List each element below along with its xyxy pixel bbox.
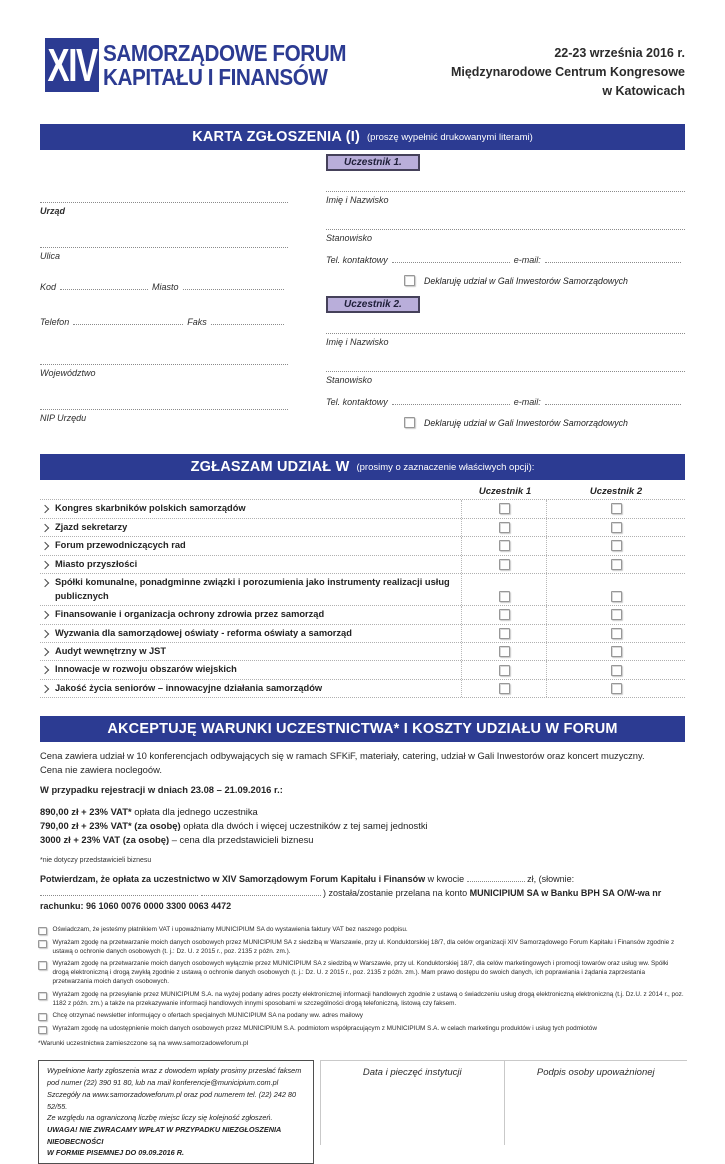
price-list <box>40 805 685 847</box>
option-label: Wyzwania dla samorządowej oświaty - reforma oświaty a samorząd <box>55 627 352 638</box>
event-venue: Międzynarodowe Centrum Kongresowe <box>450 64 685 79</box>
instruction-line: pod numer (22) 390 91 80, lub na mail konferencje@municipium.com.pl <box>47 1078 279 1088</box>
logo-line2: KAPITAŁU I FINANSÓW <box>103 64 328 90</box>
table-row <box>40 625 685 643</box>
option6-p2-checkbox[interactable] <box>611 609 622 620</box>
header <box>0 0 725 100</box>
list-item <box>38 939 685 957</box>
option-label: Spółki komunalne, ponadgminne związki i porozumienia jako instrumenty realizacji usług publicznych <box>55 577 450 601</box>
option1-p1-checkbox[interactable] <box>499 503 510 514</box>
price-line <box>40 819 685 833</box>
arrow-bullet-icon <box>41 611 49 619</box>
participant1-position-label: Stanowisko <box>326 233 373 244</box>
list-item <box>38 991 685 1009</box>
participant1-gala-row <box>404 275 685 286</box>
participant2-position-input-line[interactable] <box>326 361 685 372</box>
price-line <box>40 833 685 847</box>
logo-xiv-icon <box>45 38 99 92</box>
option2-p1-checkbox[interactable] <box>499 522 510 533</box>
list-item <box>38 1012 685 1022</box>
section1-subtitle: (proszę wypełnić drukowanymi literami) <box>367 131 533 143</box>
participant1-phone-input-line[interactable] <box>392 262 510 263</box>
option-label: Miasto przyszłości <box>55 558 138 569</box>
confirmation-bold-text: Potwierdzam, że opłata za uczestnictwo w XIV Samorządowym Forum Kapitału i Finansów <box>40 874 426 885</box>
bank-account-text: MUNICIPIUM SA w Banku BPH SA O/W-wa nr rachunku: 96 1060 0076 0000 3300 0063 4472 <box>40 887 662 912</box>
participant2-email-input-line[interactable] <box>545 404 681 405</box>
confirmation-text: ) została/zostanie przelana na konto <box>323 887 468 898</box>
price-amount: 3000 zł + 23% VAT (za osobę) <box>40 834 170 846</box>
option6-p1-checkbox[interactable] <box>499 609 510 620</box>
participant1-name-label: Imię i Nazwisko <box>326 195 389 206</box>
applicant-section <box>0 150 725 444</box>
arrow-bullet-icon <box>41 666 49 674</box>
option-label: Innowacje w rozwoju obszarów wiejskich <box>55 664 237 675</box>
organization-column <box>40 150 288 444</box>
option3-p1-checkbox[interactable] <box>499 540 510 551</box>
nip-input-line[interactable] <box>40 399 288 410</box>
option9-p1-checkbox[interactable] <box>499 665 510 676</box>
price-intro-line1: Cena zawiera udział w 10 konferencjach odbywających się w ramach SFKiF, materiały, catering, udział w Gali Inwestorów oraz koncert muzyczny. <box>40 750 645 762</box>
arrow-bullet-icon <box>41 685 49 693</box>
option5-p2-checkbox[interactable] <box>611 591 622 602</box>
submission-instructions-box <box>38 1060 314 1163</box>
consent2-checkbox[interactable] <box>38 940 47 949</box>
price-footnote: *nie dotyczy przedstawicieli biznesu <box>40 857 152 865</box>
table-row <box>40 661 685 679</box>
table-row <box>40 556 685 574</box>
price-desc: opłata dla dwóch i więcej uczestników z tej samej jednostki <box>180 819 428 831</box>
confirmation-text: zł, (słownie: <box>527 874 575 885</box>
participant2-badge: Uczestnik 2. <box>326 296 420 313</box>
arrow-bullet-icon <box>41 560 49 568</box>
participant2-contact-row <box>326 397 685 407</box>
footer <box>38 1060 687 1163</box>
participant1-gala-checkbox[interactable] <box>404 275 415 286</box>
event-city: w Katowicach <box>602 83 685 98</box>
miasto-label: Miasto <box>152 282 179 293</box>
terms-note: *Warunki uczestnictwa zamieszczone są na www.samorzadoweforum.pl <box>38 1040 249 1048</box>
table-row <box>40 680 685 698</box>
participant2-position-label: Stanowisko <box>326 375 373 386</box>
participant2-name-input-line[interactable] <box>326 323 685 334</box>
arrow-bullet-icon <box>41 523 49 531</box>
wojewodztwo-input-line[interactable] <box>40 354 288 365</box>
option10-p2-checkbox[interactable] <box>611 683 622 694</box>
participant2-gala-label: Deklaruję udział w Gali Inwestorów Samorządowych <box>424 417 628 428</box>
price-desc: opłata dla jednego uczestnika <box>131 805 258 817</box>
arrow-bullet-icon <box>41 542 49 550</box>
table-row <box>40 519 685 537</box>
miasto-input-line[interactable] <box>183 289 284 290</box>
participant2-gala-checkbox[interactable] <box>404 417 415 428</box>
participant1-gala-label: Deklaruję udział w Gali Inwestorów Samorządowych <box>424 275 628 286</box>
price-amount: 890,00 zł + 23% VAT* <box>40 805 132 817</box>
participant1-phone-label: Tel. kontaktowy <box>326 255 388 266</box>
instruction-line: Ze względu na ograniczoną liczbę miejsc liczy się kolejność zgłoszeń. <box>47 1113 273 1123</box>
kod-input-line[interactable] <box>60 289 148 290</box>
signature-label: Podpis osoby upoważnionej <box>536 1067 655 1079</box>
event-date: 22-23 września 2016 r. <box>554 46 685 60</box>
date-stamp-field[interactable] <box>320 1061 504 1145</box>
confirmation-text: w kwocie <box>427 874 465 885</box>
option-label: Finansowanie i organizacja ochrony zdrowia przez samorząd <box>55 609 325 620</box>
section3-title: AKCEPTUJĘ WARUNKI UCZESTNICTWA* I KOSZTY UDZIAŁU W FORUM <box>107 721 618 738</box>
amount-input-line[interactable] <box>467 873 525 882</box>
payment-confirmation <box>40 873 685 914</box>
participant2-phone-input-line[interactable] <box>392 404 510 405</box>
registration-period: W przypadku rejestracji w dniach 23.08 – 21.09.2016 r.: <box>40 783 283 795</box>
price-amount: 790,00 zł + 23% VAT* (za osobę) <box>40 819 181 831</box>
option4-p1-checkbox[interactable] <box>499 559 510 570</box>
amount-words-input-line[interactable] <box>40 887 198 896</box>
participant2-name-label: Imię i Nazwisko <box>326 337 389 348</box>
option5-p1-checkbox[interactable] <box>499 591 510 602</box>
ulica-input-line[interactable] <box>40 237 288 248</box>
option9-p2-checkbox[interactable] <box>611 665 622 676</box>
authorized-signature-field[interactable] <box>504 1061 688 1145</box>
warning-line: UWAGA! NIE ZWRACAMY WPŁAT W PRZYPADKU NIEZGŁOSZENIA NIEOBECNOŚCI <box>47 1124 282 1146</box>
section-header-zglaszam-udzial <box>40 454 685 480</box>
ulica-label: Ulica <box>40 251 61 262</box>
participant1-email-input-line[interactable] <box>545 262 681 263</box>
table-row <box>40 606 685 624</box>
participant1-name-input-line[interactable] <box>326 181 685 192</box>
consent1-checkbox[interactable] <box>38 927 47 936</box>
warning-line: W FORMIE PISEMNEJ DO 09.09.2016 R. <box>47 1148 185 1158</box>
participant2-gala-row <box>404 417 685 428</box>
arrow-bullet-icon <box>41 648 49 656</box>
table-row <box>40 537 685 555</box>
forum-logo <box>45 38 373 92</box>
event-details <box>451 38 685 100</box>
consent3-checkbox[interactable] <box>38 961 47 970</box>
column-header-uczestnik2: Uczestnik 2 <box>589 486 643 498</box>
consent6-checkbox[interactable] <box>38 1026 47 1035</box>
participant2-phone-label: Tel. kontaktowy <box>326 397 388 408</box>
consent-text: Wyrażam zgodę na przetwarzanie moich danych osobowych przez MUNICIPIUM SA z siedzibą w Warszawie, przy ul. Konduktorskiej 18/7, dla celów organizacji XIV Samorządowego Forum Kapitału i Finansów zgodnie z ustawą o ochronie danych osobowych (t. j.: Dz. U. z 2015 r., poz. 2135 z późn. zm.). <box>52 938 675 955</box>
consent-text: Chcę otrzymać newsletter informujący o ofertach specjalnych MUNICIPIUM SA na podany ww. adres mailowy <box>52 1011 363 1019</box>
urzad-label: Urząd <box>40 206 66 217</box>
logo-numeral: XIV <box>47 39 97 91</box>
arrow-bullet-icon <box>41 505 49 513</box>
instruction-line: Wypełnione karty zgłoszenia wraz z dowodem wpłaty prosimy przesłać faksem <box>47 1066 302 1076</box>
price-line <box>40 805 685 819</box>
participants-column <box>326 150 685 444</box>
faks-label: Faks <box>187 317 207 328</box>
option-label: Forum przewodniczących rad <box>55 540 186 551</box>
section2-subtitle: (prosimy o zaznaczenie właściwych opcji): <box>356 461 535 473</box>
option7-p2-checkbox[interactable] <box>611 628 622 639</box>
option-label: Jakość życia seniorów – innowacyjne działania samorządów <box>55 682 323 693</box>
consent-text: Wyrażam zgodę na udostępnienie moich danych osobowych przez MUNICIPIUM S.A. podmiotom współpracującym z MUNICIPIUM S.A. w celach marketingu produktów i usług tych podmiotów <box>52 1024 597 1032</box>
faks-input-line[interactable] <box>211 324 284 325</box>
participant1-badge: Uczestnik 1. <box>326 154 420 171</box>
participant1-email-label: e-mail: <box>513 255 541 266</box>
list-item <box>38 926 685 936</box>
options-table <box>40 499 685 698</box>
participant1-contact-row <box>326 255 685 265</box>
list-item <box>38 1025 685 1035</box>
list-item <box>38 960 685 987</box>
arrow-bullet-icon <box>41 629 49 637</box>
section2-title: ZGŁASZAM UDZIAŁ W <box>190 459 350 476</box>
option7-p1-checkbox[interactable] <box>499 628 510 639</box>
consent-text: Oświadczam, że jesteśmy płatnikiem VAT i upoważniamy MUNICIPIUM SA do wystawienia faktury VAT bez naszego podpisu. <box>52 925 408 933</box>
telefon-label: Telefon <box>40 317 70 328</box>
option8-p2-checkbox[interactable] <box>611 646 622 657</box>
option4-p2-checkbox[interactable] <box>611 559 622 570</box>
consent-list <box>38 926 685 1035</box>
table-row <box>40 574 685 606</box>
option-label: Audyt wewnętrzny w JST <box>55 646 167 656</box>
logo-text <box>103 41 346 90</box>
consent-text: Wyrażam zgodę na przesyłanie przez MUNICIPIUM S.A. na wyżej podany adres poczty elektronicznej informacji handlowych zgodnie z ustawą o świadczeniu usług drogą elektroniczną elektroniczną (t.j. Dz.U. z 2014 r., poz. 1182 z późn. zm.) a także na przekazywanie informacji handlowych innymi sposobami w szczególności drogą telefoniczną, listową czy faksem. <box>52 990 684 1007</box>
price-intro <box>40 749 685 775</box>
telefon-input-line[interactable] <box>73 324 183 325</box>
table-row <box>40 643 685 661</box>
participant1-position-input-line[interactable] <box>326 219 685 230</box>
telefon-faks-row <box>40 317 288 327</box>
nip-label: NIP Urzędu <box>40 413 87 424</box>
section-header-karta-zgloszenia <box>40 124 685 150</box>
table-row <box>40 499 685 518</box>
option8-p1-checkbox[interactable] <box>499 646 510 657</box>
option2-p2-checkbox[interactable] <box>611 522 622 533</box>
date-stamp-label: Data i pieczęć instytucji <box>362 1067 462 1079</box>
price-desc: – cena dla przedstawicieli biznesu <box>169 834 314 846</box>
consent4-checkbox[interactable] <box>38 992 47 1001</box>
kod-miasto-row <box>40 282 288 292</box>
options-table-header <box>40 486 685 497</box>
option-label: Kongres skarbników polskich samorządów <box>55 503 246 514</box>
option-label: Zjazd sekretarzy <box>55 521 128 532</box>
signature-area <box>320 1060 687 1163</box>
section1-title: KARTA ZGŁOSZENIA (I) <box>192 129 360 146</box>
logo-line1: SAMORZĄDOWE FORUM <box>103 39 347 66</box>
option3-p2-checkbox[interactable] <box>611 540 622 551</box>
amount-words-input-line2[interactable] <box>201 887 321 896</box>
price-intro-line2: Cena nie zawiera noclegoów. <box>40 763 162 775</box>
consent5-checkbox[interactable] <box>38 1013 47 1022</box>
option10-p1-checkbox[interactable] <box>499 683 510 694</box>
kod-label: Kod <box>40 282 57 293</box>
column-header-uczestnik1: Uczestnik 1 <box>478 486 532 498</box>
arrow-bullet-icon <box>41 579 49 587</box>
option1-p2-checkbox[interactable] <box>611 503 622 514</box>
section-header-akceptuje-warunki <box>40 716 685 742</box>
wojewodztwo-label: Województwo <box>40 368 96 379</box>
consent-text: Wyrażam zgodę na przetwarzanie moich danych osobowych wyłącznie przez MUNICIPIUM SA z siedzibą w Warszawie, przy ul. Konduktorskiej 18/7, dla celów marketingowych i promocji towarów oraz usług ww. Spółki drogą elektroniczną i drogą zwykłą zgodnie z ustawą o ochronie danych osobowych (t. j.: Dz. U. z 2015 r., poz. 2135 z późn. zm.). Mam prawo dostępu do swoich danych, ich poprawiania i żądania zaprzestania przetwarzania moich danych osobowych. <box>52 960 669 986</box>
participant2-email-label: e-mail: <box>513 397 541 408</box>
urzad-input-line[interactable] <box>40 192 288 203</box>
instruction-line: Szczegóły na www.samorzadoweforum.pl oraz pod numerem tel. (22) 242 80 52/55. <box>47 1089 297 1111</box>
